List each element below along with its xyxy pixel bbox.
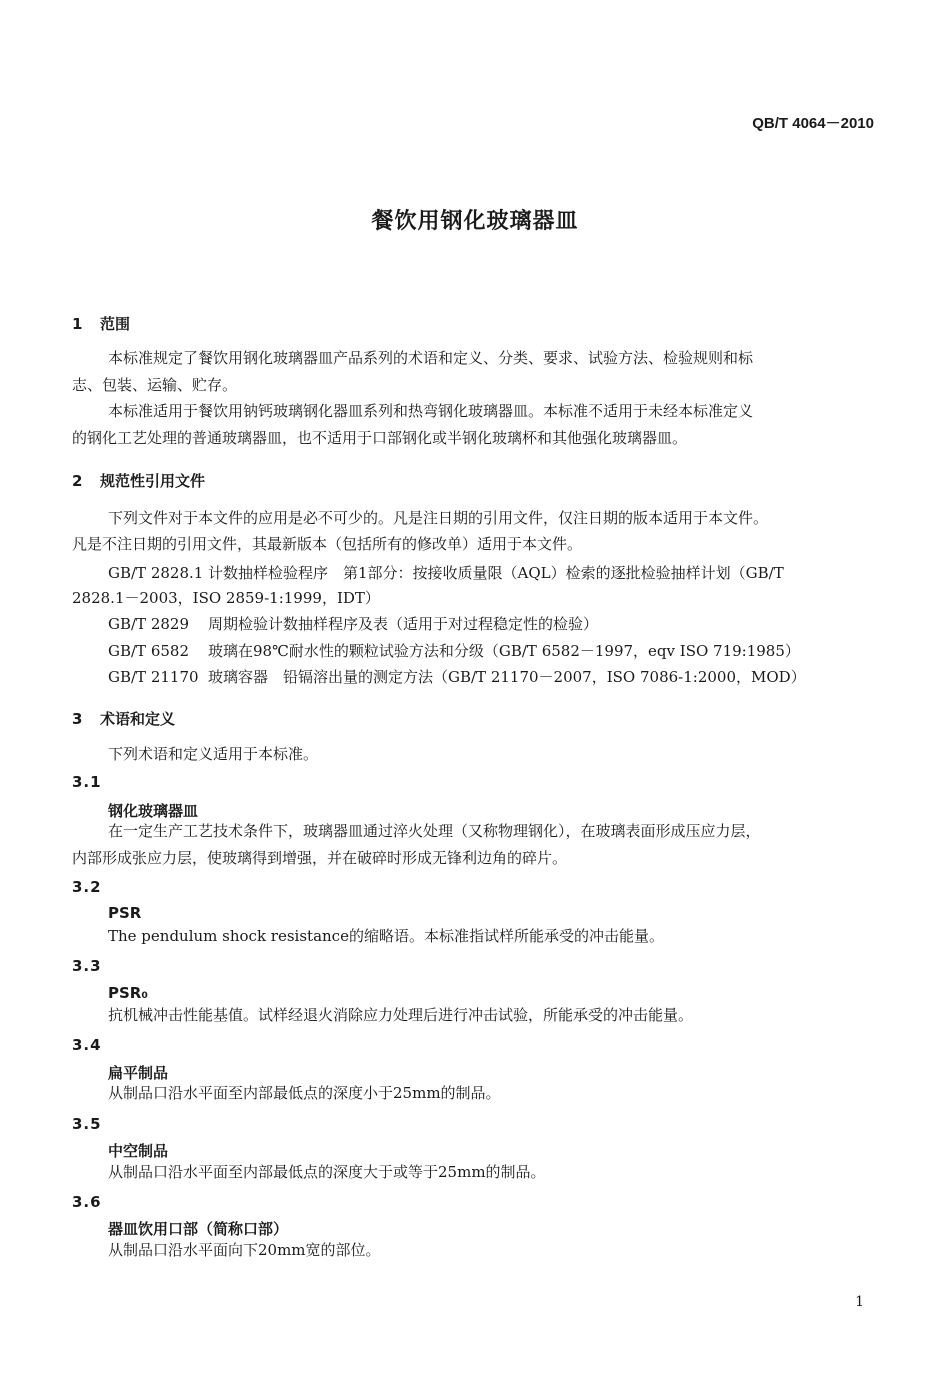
section-number: 1 [72, 315, 83, 333]
reference-item [108, 640, 800, 661]
term-name: 钢化玻璃器皿 [108, 802, 199, 820]
term-name: 中空制品 [108, 1142, 169, 1160]
reference-item [108, 562, 784, 583]
paragraph-line: 凡是不注日期的引用文件，其最新版本（包括所有的修改单）适用于本文件。 [72, 535, 583, 553]
section-heading-normative-references [72, 470, 205, 491]
standard-code: QB/T 4064－2010 [752, 115, 874, 132]
term-definition-line: 从制品口沿水平面向下20mm宽的部位。 [108, 1241, 381, 1259]
section-number: 3 [72, 710, 83, 728]
section-title: 范围 [100, 315, 131, 333]
term-number: 3.3 [72, 957, 102, 975]
term-definition-line: 内部形成张应力层，使玻璃得到增强，并在破碎时形成无锋利边角的碎片。 [72, 849, 568, 867]
reference-title: 周期检验计数抽样程序及表（适用于对过程稳定性的检验） [208, 615, 599, 633]
reference-title: 玻璃在98℃耐水性的颗粒试验方法和分级（GB/T 6582－1997，eqv ISO 719:1985） [208, 642, 800, 660]
term-name: PSR [108, 904, 142, 922]
reference-title: 计数抽样检验程序 第1部分：按接收质量限（AQL）检索的逐批检验抽样计划（GB/T [208, 564, 784, 582]
paragraph-line: 下列文件对于本文件的应用是必不可少的。凡是注日期的引用文件，仅注日期的版本适用于本文件。 [108, 509, 769, 527]
term-name: PSR₀ [108, 984, 148, 1002]
paragraph-line: 下列术语和定义适用于本标准。 [108, 745, 319, 763]
reference-continuation: 2828.1－2003，ISO 2859-1:1999，IDT） [72, 589, 380, 607]
document-title: 餐饮用钢化玻璃器皿 [371, 209, 579, 234]
paragraph-line: 的钢化工艺处理的普通玻璃器皿，也不适用于口部钢化或半钢化玻璃杯和其他强化玻璃器皿。 [72, 429, 688, 447]
term-definition-line: 从制品口沿水平面至内部最低点的深度大于或等于25mm的制品。 [108, 1163, 546, 1181]
term-number: 3.2 [72, 878, 102, 896]
paragraph-line: 志、包装、运输、贮存。 [72, 376, 238, 394]
paragraph-line: 本标准规定了餐饮用钢化玻璃器皿产品系列的术语和定义、分类、要求、试验方法、检验规则和标 [108, 349, 754, 367]
page-number: 1 [855, 1294, 864, 1310]
term-definition-line: 抗机械冲击性能基值。试样经退火消除应力处理后进行冲击试验，所能承受的冲击能量。 [108, 1006, 694, 1024]
reference-code: GB/T 6582 [108, 642, 190, 660]
term-definition-line: 从制品口沿水平面至内部最低点的深度小于25mm的制品。 [108, 1084, 501, 1102]
term-definition-line: 在一定生产工艺技术条件下，玻璃器皿通过淬火处理（又称物理钢化），在玻璃表面形成压应力层， [108, 822, 761, 840]
term-number: 3.4 [72, 1036, 102, 1054]
section-title: 规范性引用文件 [100, 472, 206, 490]
section-heading-scope [72, 313, 130, 334]
term-number: 3.6 [72, 1193, 102, 1211]
reference-code: GB/T 2829 [108, 615, 190, 633]
paragraph-line: 本标准适用于餐饮用钠钙玻璃钢化器皿系列和热弯钢化玻璃器皿。本标准不适用于未经本标准定义 [108, 402, 754, 420]
term-name: 扁平制品 [108, 1064, 169, 1082]
term-definition-line: The pendulum shock resistance的缩略语。本标准指试样所能承受的冲击能量。 [108, 927, 664, 945]
term-name: 器皿饮用口部（简称口部） [108, 1220, 289, 1238]
term-number: 3.5 [72, 1115, 102, 1133]
reference-code: GB/T 2828.1 [108, 564, 204, 582]
reference-item [108, 666, 806, 687]
section-number: 2 [72, 472, 83, 490]
term-number: 3.1 [72, 773, 102, 791]
reference-title: 玻璃容器 铅镉溶出量的测定方法（GB/T 21170－2007，ISO 7086-1:2000，MOD） [208, 668, 806, 686]
reference-code: GB/T 21170 [108, 668, 199, 686]
reference-item [108, 613, 598, 634]
section-heading-terms [72, 708, 175, 729]
section-title: 术语和定义 [100, 710, 176, 728]
